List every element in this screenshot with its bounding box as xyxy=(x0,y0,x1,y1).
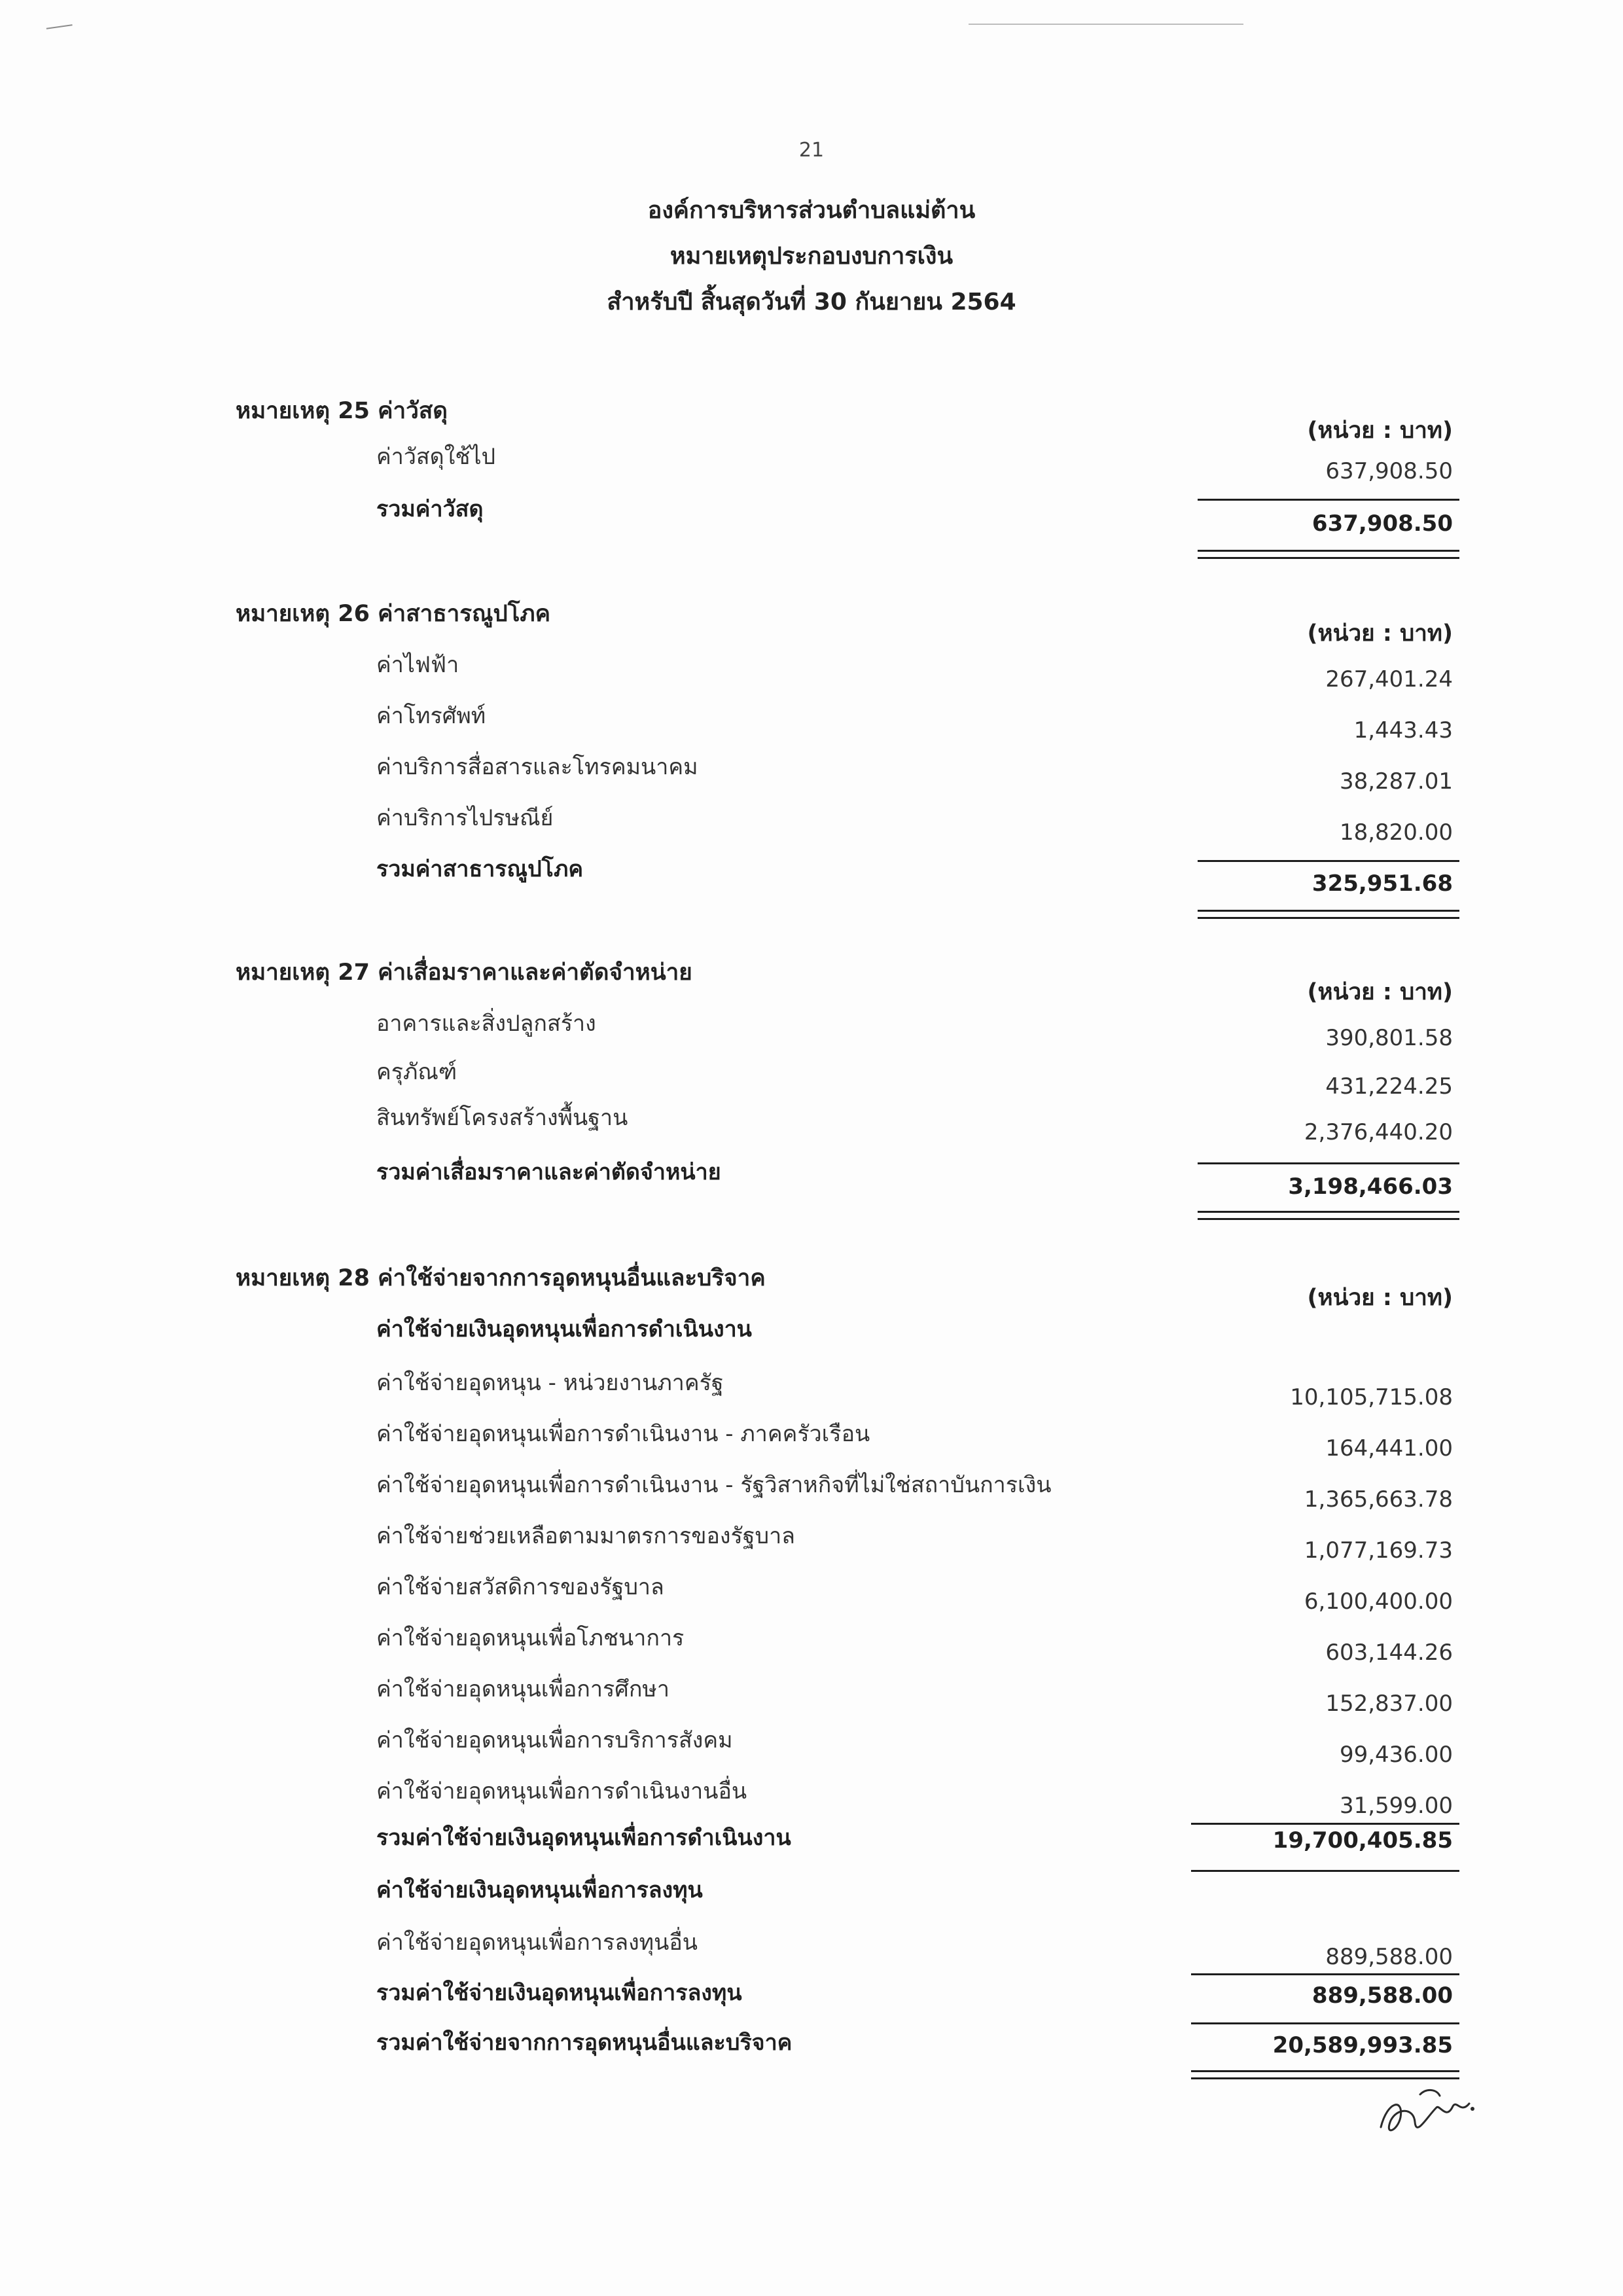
item-label: ค่าวัสดุใช้ไป xyxy=(376,444,496,470)
line-item xyxy=(236,698,1466,744)
note-title: หมายเหตุ 25 ค่าวัสดุ xyxy=(236,398,448,424)
double-underline xyxy=(1198,550,1459,559)
item-label: ค่าโทรศัพท์ xyxy=(376,703,486,729)
line-item xyxy=(236,1569,1466,1615)
line-item xyxy=(236,1722,1466,1768)
investment-heading: ค่าใช้จ่ายเงินอุดหนุนเพื่อการลงทุน xyxy=(376,1877,703,1903)
item-amount: 1,365,663.78 xyxy=(1304,1486,1453,1513)
item-amount: 603,144.26 xyxy=(1325,1640,1453,1666)
total-amount: 3,198,466.03 xyxy=(1288,1174,1453,1200)
grand-total-amount: 20,589,993.85 xyxy=(1272,2032,1453,2058)
note-title: หมายเหตุ 28 ค่าใช้จ่ายจากการอุดหนุนอื่นและบริจาค xyxy=(236,1265,766,1291)
line-item xyxy=(236,647,1466,692)
total-row xyxy=(236,1154,1466,1200)
line-item xyxy=(236,1365,1466,1410)
operating-total-amount: 19,700,405.85 xyxy=(1272,1827,1453,1854)
item-label: สินทรัพย์โครงสร้างพื้นฐาน xyxy=(376,1105,628,1131)
item-amount: 38,287.01 xyxy=(1339,768,1453,795)
item-amount: 152,837.00 xyxy=(1325,1691,1453,1717)
line-item xyxy=(236,749,1466,795)
total-amount: 637,908.50 xyxy=(1311,511,1453,537)
line-item xyxy=(236,1416,1466,1462)
scan-artifact xyxy=(969,24,1243,25)
item-amount: 267,401.24 xyxy=(1325,666,1453,692)
item-label: อาคารและสิ่งปลูกสร้าง xyxy=(376,1011,596,1037)
unit-label: (หน่วย : บาท) xyxy=(1307,979,1453,1005)
item-label: ค่าใช้จ่ายอุดหนุนเพื่อการดำเนินงาน - ภาคครัวเรือน xyxy=(376,1421,870,1447)
operating-total-label: รวมค่าใช้จ่ายเงินอุดหนุนเพื่อการดำเนินงาน xyxy=(376,1825,791,1851)
line-item xyxy=(236,1518,1466,1564)
subtotal-row xyxy=(236,1820,1466,1852)
item-amount: 431,224.25 xyxy=(1325,1073,1453,1100)
item-label: ค่าบริการสื่อสารและโทรคมนาคม xyxy=(376,754,698,780)
item-amount: 6,100,400.00 xyxy=(1304,1588,1453,1615)
note-title: หมายเหตุ 27 ค่าเสื่อมราคาและค่าตัดจำหน่าย xyxy=(236,960,692,986)
item-amount: 1,077,169.73 xyxy=(1304,1537,1453,1564)
line-item xyxy=(236,800,1466,846)
item-label: ค่าใช้จ่ายอุดหนุนเพื่อการดำเนินงาน - รัฐวิสาหกิจที่ไม่ใช่สถาบันการเงิน xyxy=(376,1472,1052,1498)
item-label: ครุภัณฑ์ xyxy=(376,1059,457,1085)
investment-total-label: รวมค่าใช้จ่ายเงินอุดหนุนเพื่อการลงทุน xyxy=(376,1980,742,2006)
investment-total-amount: 889,588.00 xyxy=(1311,1982,1453,2009)
item-amount: 164,441.00 xyxy=(1325,1435,1453,1462)
item-amount: 10,105,715.08 xyxy=(1290,1384,1453,1410)
item-label: ค่าไฟฟ้า xyxy=(376,652,459,678)
double-underline xyxy=(1191,2070,1459,2079)
unit-label: (หน่วย : บาท) xyxy=(1307,620,1453,647)
page-number: 21 xyxy=(798,139,825,162)
line-item xyxy=(236,1054,1466,1100)
item-amount: 1,443.43 xyxy=(1353,717,1453,744)
document-header xyxy=(0,139,1623,325)
note-title: หมายเหตุ 26 ค่าสาธารณูปโภค xyxy=(236,601,551,627)
item-amount: 18,820.00 xyxy=(1339,819,1453,846)
total-label: รวมค่าสาธารณูปโภค xyxy=(376,856,584,882)
item-amount: 2,376,440.20 xyxy=(1304,1119,1453,1145)
item-label: ค่าใช้จ่ายอุดหนุน - หน่วยงานภาครัฐ xyxy=(376,1370,724,1396)
item-label: ค่าใช้จ่ายอุดหนุนเพื่อการศึกษา xyxy=(376,1676,669,1702)
line-item xyxy=(236,1100,1466,1145)
line-item xyxy=(236,439,1466,484)
item-label: ค่าใช้จ่ายอุดหนุนเพื่อการลงทุนอื่น xyxy=(376,1929,698,1956)
section-heading xyxy=(236,1872,1466,1905)
operating-heading: ค่าใช้จ่ายเงินอุดหนุนเพื่อการดำเนินงาน xyxy=(376,1316,752,1342)
line-item xyxy=(236,1620,1466,1666)
line-item xyxy=(236,1773,1466,1819)
signature-mark xyxy=(1374,2081,1479,2153)
line-item xyxy=(236,1467,1466,1513)
item-label: ค่าบริการไปรษณีย์ xyxy=(376,805,554,831)
total-amount: 325,951.68 xyxy=(1311,870,1453,897)
total-row xyxy=(236,851,1466,897)
item-label: ค่าใช้จ่ายอุดหนุนเพื่อโภชนาการ xyxy=(376,1625,685,1651)
scan-artifact xyxy=(45,18,72,29)
item-amount: 889,588.00 xyxy=(1325,1944,1453,1970)
total-row xyxy=(236,491,1466,537)
line-item xyxy=(236,1005,1466,1051)
reporting-period: สำหรับปี สิ้นสุดวันที่ 30 กันยายน 2564 xyxy=(607,289,1016,315)
item-label: ค่าใช้จ่ายสวัสดิการของรัฐบาล xyxy=(376,1574,664,1600)
grand-total-row xyxy=(236,2024,1466,2057)
double-underline xyxy=(1198,910,1459,919)
total-label: รวมค่าเสื่อมราคาและค่าตัดจำหน่าย xyxy=(376,1159,721,1185)
item-label: ค่าใช้จ่ายอุดหนุนเพื่อการบริการสังคม xyxy=(376,1727,733,1753)
total-label: รวมค่าวัสดุ xyxy=(376,496,484,522)
section-heading xyxy=(236,1311,1466,1344)
item-amount: 637,908.50 xyxy=(1325,458,1453,484)
document-title: หมายเหตุประกอบงบการเงิน xyxy=(669,243,954,270)
item-amount: 99,436.00 xyxy=(1339,1742,1453,1768)
item-amount: 31,599.00 xyxy=(1339,1793,1453,1819)
line-item xyxy=(236,1671,1466,1717)
item-amount: 390,801.58 xyxy=(1325,1025,1453,1051)
grand-total-label: รวมค่าใช้จ่ายจากการอุดหนุนอื่นและบริจาค xyxy=(376,2030,793,2056)
unit-label: (หน่วย : บาท) xyxy=(1307,1285,1453,1311)
item-label: ค่าใช้จ่ายช่วยเหลือตามมาตรการของรัฐบาล xyxy=(376,1523,795,1549)
double-underline xyxy=(1198,1211,1459,1220)
organization-name: องค์การบริหารส่วนตำบลแม่ต้าน xyxy=(647,197,976,224)
line-item xyxy=(236,1924,1466,1970)
unit-label: (หน่วย : บาท) xyxy=(1307,418,1453,444)
subtotal-row xyxy=(236,1975,1466,2007)
item-label: ค่าใช้จ่ายอุดหนุนเพื่อการดำเนินงานอื่น xyxy=(376,1778,747,1804)
